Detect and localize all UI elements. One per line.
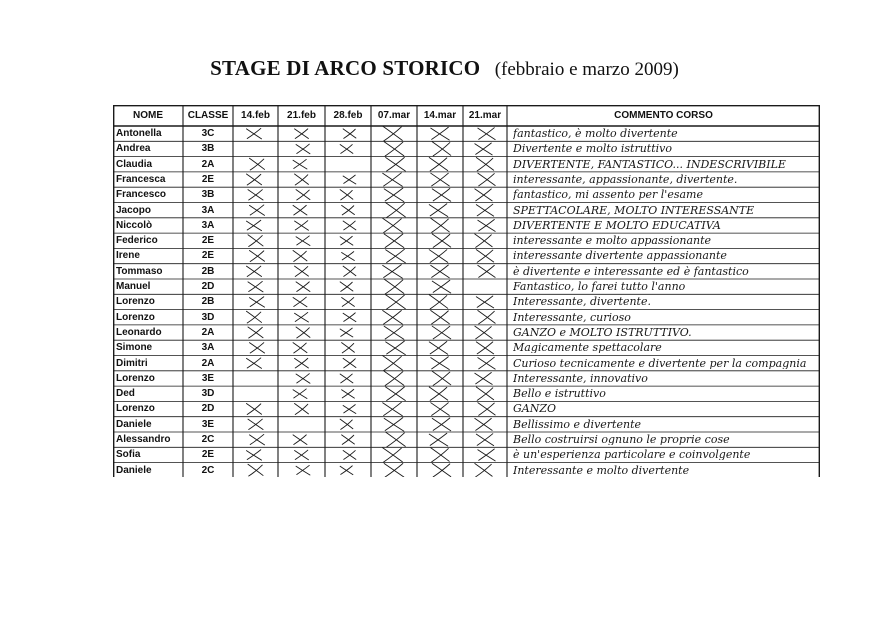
course-comment: Divertente e molto istruttivo [513,143,673,155]
attendance-x-mark [293,250,307,261]
attendance-x-mark [384,371,404,385]
course-comment: è divertente e interessante ed è fantastico [513,265,749,277]
attendance-x-mark [248,419,263,429]
attendance-x-mark [296,282,310,292]
attendance-x-mark [383,310,403,324]
attendance-x-mark [293,297,307,307]
attendance-x-mark [340,328,353,337]
attendance-x-mark [429,157,448,170]
column-header: 14.mar [423,110,457,121]
attendance-x-mark [431,265,450,278]
attendance-x-mark [342,435,355,445]
attendance-x-mark [478,403,495,416]
student-class: 2A [201,158,215,170]
column-header: 21.feb [287,110,316,121]
course-comment: Interessante, innovativo [513,372,648,384]
attendance-x-mark [383,126,403,141]
attendance-x-mark [246,403,261,414]
attendance-x-mark [384,142,404,156]
attendance-x-mark [383,356,403,371]
attendance-x-mark [476,434,493,446]
course-comment: GANZO [513,403,557,415]
course-comment: interessante, appassionante, divertente. [513,173,738,185]
column-header: NOME [133,110,163,121]
attendance-x-mark [475,326,492,339]
column-header: 21.mar [468,110,502,121]
course-comment: Bellissimo e divertente [513,418,641,430]
attendance-x-mark [343,266,356,276]
course-comment: fantastico, è molto divertente [513,128,678,139]
course-comment: è un'esperienza particolare e coinvolgente [513,449,751,461]
student-class: 2C [201,464,215,476]
attendance-x-mark [246,174,261,185]
attendance-x-mark [343,221,356,230]
column-header: 07.mar [377,110,411,121]
student-class: 3A [201,219,215,231]
attendance-x-mark [293,343,307,353]
attendance-x-mark [475,418,492,430]
student-name: Jacopo [116,204,152,216]
student-class: 3B [201,143,215,155]
attendance-x-mark [383,402,403,416]
attendance-x-mark [343,175,356,184]
attendance-x-mark [295,174,309,185]
attendance-x-mark [386,387,406,401]
student-name: Lorenzo [116,296,155,308]
attendance-x-mark [383,265,403,279]
student-name: Daniele [116,464,152,476]
student-name: Dimitri [116,357,148,369]
attendance-x-mark [429,433,448,446]
student-name: Alessandro [116,434,171,445]
student-class: 3A [201,342,215,354]
course-comment: interessante divertente appassionante [513,250,727,262]
student-class: 3D [201,388,215,400]
attendance-x-mark [296,144,310,154]
attendance-x-mark [476,204,493,216]
attendance-x-mark [248,235,263,247]
attendance-x-mark [431,218,450,232]
attendance-x-mark [295,450,309,460]
attendance-x-mark [293,435,307,445]
attendance-x-mark [295,358,309,368]
course-comment: SPETTACOLARE, MOLTO INTERESSANTE [513,204,755,216]
student-name: Simone [116,342,153,354]
attendance-x-mark [384,463,404,477]
attendance-x-mark [340,374,353,383]
attendance-x-mark [386,432,406,447]
attendance-x-mark [478,310,495,323]
attendance-x-mark [432,463,451,476]
attendance-x-mark [249,343,264,353]
attendance-x-mark [478,265,495,277]
attendance-x-mark [296,465,310,475]
student-name: Francesca [116,173,166,185]
column-header: 28.feb [333,110,363,121]
attendance-x-mark [249,158,264,170]
attendance-x-mark [383,218,403,232]
attendance-x-mark [429,250,448,263]
attendance-x-mark [296,190,310,200]
attendance-x-mark [249,297,264,307]
attendance-x-mark [386,295,406,309]
attendance-x-mark [475,143,492,155]
attendance-x-mark [384,234,404,248]
course-comment: fantastico, mi assento per l'esame [513,189,703,201]
attendance-x-mark [431,127,450,140]
attendance-x-mark [342,343,355,353]
attendance-x-mark [343,405,356,414]
attendance-x-mark [246,220,261,230]
attendance-x-mark [475,189,492,201]
attendance-x-mark [248,281,263,291]
student-class: 3E [201,418,215,430]
attendance-x-mark [340,145,353,154]
document-title: STAGE DI ARCO STORICO [210,56,481,80]
column-header: CLASSE [187,110,229,121]
attendance-x-mark [431,357,450,370]
course-comment: Bello costruirsi ognuno le proprie cose [513,434,730,445]
student-class: 2E [201,235,215,247]
attendance-x-mark [384,188,404,202]
attendance-x-mark [246,128,261,138]
attendance-x-mark [478,357,495,369]
course-comment: Curioso tecnicamente e divertente per la compagnia [513,357,807,369]
student-name: Leonardo [116,326,162,338]
attendance-x-mark [432,280,451,293]
student-class: 2D [201,403,215,415]
student-class: 2A [201,357,215,369]
attendance-x-mark [475,463,492,476]
student-class: 3A [201,204,215,216]
attendance-x-mark [432,234,451,247]
attendance-x-mark [342,298,355,307]
attendance-x-mark [386,249,406,263]
course-comment: Magicamente spettacolare [513,342,662,354]
document-subtitle: (febbraio e marzo 2009) [494,59,679,80]
attendance-x-mark [343,451,356,460]
attendance-x-mark [384,326,404,340]
course-comment: DIVERTENTE, FANTASTICO... INDESCRIVIBILE [513,158,786,170]
attendance-x-mark [246,311,261,323]
attendance-x-mark [246,450,261,460]
student-name: Ded [116,388,135,400]
attendance-x-mark [476,157,493,170]
course-comment: DIVERTENTE E MOLTO EDUCATIVA [513,219,721,231]
course-comment: Fantastico, lo farei tutto l'anno [513,281,686,292]
student-class: 2B [201,265,215,277]
attendance-x-mark [476,387,493,400]
attendance-x-mark [248,464,263,476]
course-comment: Interessante, curioso [513,311,631,323]
attendance-x-mark [343,358,356,368]
attendance-x-mark [295,221,309,231]
attendance-x-mark [343,129,356,139]
student-name: Tommaso [116,265,163,277]
attendance-x-mark [295,129,309,139]
student-name: Niccolò [116,219,153,231]
column-header: 14.feb [241,110,270,121]
attendance-x-mark [431,310,450,323]
document-title-line [0,56,889,81]
student-name: Irene [116,250,140,262]
attendance-x-mark [478,449,495,461]
attendance-x-mark [431,448,450,462]
attendance-x-mark [340,282,353,292]
student-class: 2D [201,281,215,292]
attendance-x-mark [475,234,492,247]
attendance-x-mark [476,342,493,354]
student-class: 3C [201,128,215,139]
attendance-x-mark [343,313,356,322]
student-class: 2A [201,326,215,338]
student-name: Sofia [116,449,141,461]
course-comment: GANZO e MOLTO ISTRUTTIVO. [513,326,692,338]
attendance-x-mark [432,326,451,339]
student-name: Claudia [116,158,153,170]
attendance-x-mark [432,371,451,385]
attendance-x-mark [293,389,307,399]
student-class: 3D [201,311,215,323]
attendance-x-mark [432,142,451,156]
attendance-x-mark [383,448,403,462]
attendance-x-mark [384,279,404,294]
attendance-x-mark [340,236,353,245]
attendance-x-mark [249,205,264,215]
attendance-x-mark [476,296,493,308]
attendance-table [113,105,820,477]
course-comment: Interessante, divertente. [513,296,651,308]
attendance-x-mark [296,236,310,246]
student-name: Lorenzo [116,311,155,323]
attendance-x-mark [429,204,448,217]
attendance-x-mark [295,403,309,414]
attendance-x-mark [248,327,263,338]
student-class: 3E [201,372,215,384]
attendance-x-mark [293,205,307,215]
attendance-x-mark [429,295,448,309]
attendance-x-mark [296,374,310,384]
attendance-x-mark [383,173,403,187]
attendance-x-mark [475,372,492,384]
attendance-x-mark [478,219,495,231]
attendance-x-mark [340,466,353,475]
attendance-x-mark [432,418,451,431]
attendance-x-mark [386,203,406,218]
attendance-x-mark [295,312,309,322]
attendance-x-mark [431,173,450,186]
column-header: COMMENTO CORSO [614,110,713,121]
attendance-x-mark [342,205,355,215]
course-comment: interessante e molto appassionante [513,235,712,247]
attendance-x-mark [246,358,261,368]
attendance-x-mark [431,403,450,416]
student-name: Antonella [116,128,162,139]
student-class: 2C [201,434,215,445]
attendance-x-mark [386,341,406,355]
attendance-x-mark [476,250,493,263]
student-class: 2E [201,449,215,461]
attendance-x-mark [342,389,355,398]
attendance-x-mark [342,252,355,261]
student-class: 3B [201,189,215,201]
attendance-x-mark [246,266,261,276]
attendance-x-mark [295,266,309,276]
student-class: 2E [201,250,215,262]
attendance-x-mark [386,157,406,171]
student-name: Lorenzo [116,403,155,415]
course-comment: Interessante e molto divertente [513,464,690,476]
course-comment: Bello e istruttivo [513,388,606,400]
student-class: 2B [201,296,215,308]
attendance-x-mark [249,434,264,444]
student-name: Francesco [116,189,167,201]
attendance-x-mark [248,190,263,200]
attendance-x-mark [429,387,448,400]
attendance-x-mark [340,419,353,429]
student-name: Andrea [116,143,151,155]
attendance-x-mark [384,418,404,432]
student-name: Manuel [116,281,151,292]
attendance-x-mark [293,159,307,169]
attendance-x-mark [478,128,495,140]
student-class: 2E [201,173,215,185]
student-name: Federico [116,235,158,247]
attendance-x-mark [478,173,495,186]
student-name: Lorenzo [116,372,155,384]
student-name: Daniele [116,418,152,430]
attendance-x-mark [340,190,353,200]
attendance-x-mark [249,250,264,261]
attendance-x-mark [429,341,448,354]
attendance-x-mark [296,327,310,338]
attendance-x-mark [432,188,451,201]
